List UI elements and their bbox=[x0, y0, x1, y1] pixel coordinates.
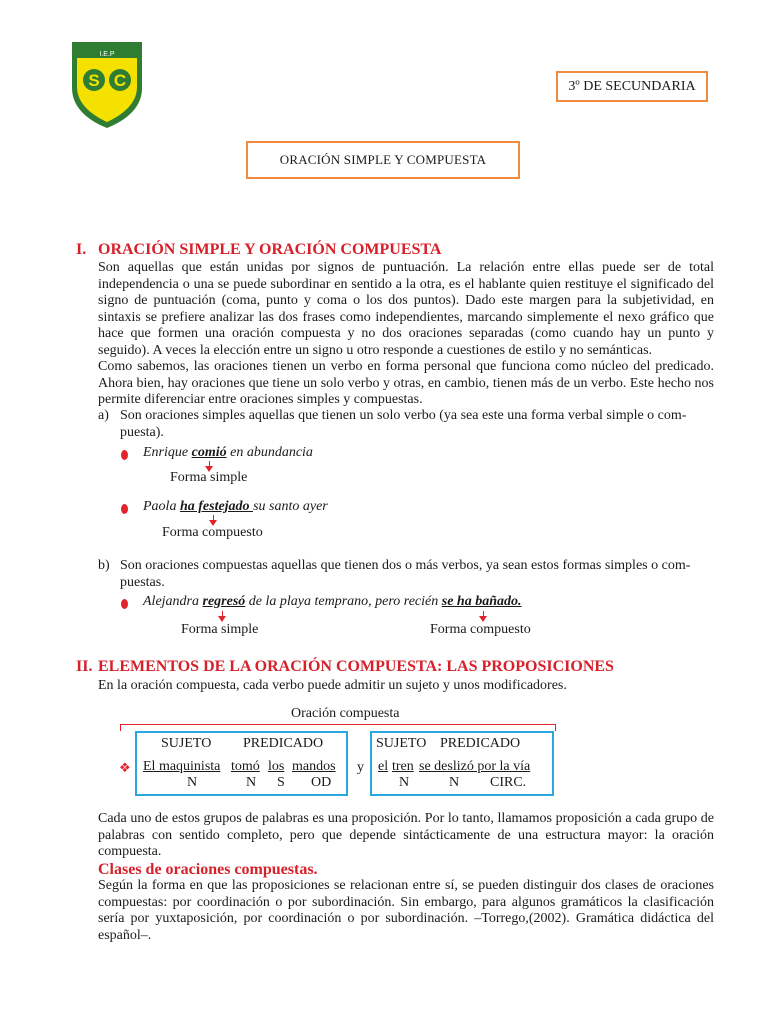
example-sentence bbox=[143, 594, 522, 610]
tag-circ: CIRC. bbox=[490, 775, 527, 790]
subject-text: tren bbox=[392, 759, 414, 774]
section1-title: ORACIÓN SIMPLE Y ORACIÓN COMPUESTA bbox=[98, 241, 442, 258]
item-a-line2: puesta). bbox=[120, 425, 164, 440]
section2-paragraph: Cada uno de estos grupos de palabras es una proposición. Por lo tanto, llamamos proposición a cada grupo de palabras con sentido completo, pero que depende sintácticamente de una estructura mayor: la oración compuesta. bbox=[98, 811, 714, 859]
section1-number: I. bbox=[76, 241, 87, 258]
example-text: su santo ayer bbox=[253, 499, 328, 514]
section2-heading bbox=[76, 658, 614, 676]
svg-text:S: S bbox=[88, 71, 100, 90]
predicado-label: PREDICADO bbox=[440, 736, 521, 751]
article-text: los bbox=[268, 759, 285, 774]
section1-paragraph1: Son aquellas que están unidas por signos de puntuación. La relación entre ellas puede ser de total independencia o una se puede subordinar en sentido a la otra, es el hablante quien restituye el significado del signo de puntuación (coma, punto y coma o los dos puntos). Dado este margen para la subjetividad, en sintaxis se prefiere analizar las dos frases como independientes, marcando simplemente el nexo gráfico que hace que formen una oración compuesta y no dos oraciones separadas (como cuando hay un punto y seguido). A veces la elección entre un signo u otro responde a cuestiones de estilo y no semánticas. bbox=[98, 260, 714, 358]
subject-text: El maquinista bbox=[143, 759, 221, 774]
svg-text:C: C bbox=[113, 71, 127, 90]
example-verb: comió bbox=[191, 445, 227, 460]
example-text: Enrique bbox=[143, 445, 192, 460]
page-title: ORACIÓN SIMPLE Y COMPUESTA bbox=[246, 141, 520, 179]
diamond-bullet-icon: ❖ bbox=[119, 760, 131, 775]
form-label: Forma compuesto bbox=[162, 525, 263, 540]
section2-title: ELEMENTOS DE LA ORACIÓN COMPUESTA: LAS PROPOSICIONES bbox=[98, 658, 614, 675]
bullet-icon bbox=[121, 504, 128, 514]
example-verb: se ha bañado. bbox=[441, 594, 522, 609]
example-sentence bbox=[143, 499, 328, 515]
school-logo bbox=[70, 40, 144, 130]
verb-text: tomó bbox=[231, 759, 260, 774]
bullet-icon bbox=[121, 599, 128, 609]
diagram-top-label: Oración compuesta bbox=[291, 706, 400, 721]
example-verb: regresó bbox=[202, 594, 246, 609]
form-label: Forma compuesto bbox=[430, 622, 531, 637]
sujeto-label: SUJETO bbox=[376, 736, 427, 751]
conjunction: y bbox=[357, 760, 364, 775]
item-b-line2: puestas. bbox=[120, 575, 165, 590]
example-verb: ha festejado bbox=[179, 499, 254, 514]
item-a-marker: a) bbox=[98, 408, 109, 423]
form-label: Forma simple bbox=[170, 470, 248, 485]
item-b-marker: b) bbox=[98, 558, 110, 573]
tag-n: N bbox=[187, 775, 198, 790]
subheading-clases: Clases de oraciones compuestas. bbox=[98, 861, 318, 878]
tag-n: N bbox=[246, 775, 257, 790]
item-a-line1: Son oraciones simples aquellas que tienen un solo verbo (ya sea este una forma verbal simple o com- bbox=[120, 408, 687, 423]
predicado-label: PREDICADO bbox=[243, 736, 324, 751]
item-b-line1: Son oraciones compuestas aquellas que tienen dos o más verbos, ya sean estos formas simples o com- bbox=[120, 558, 691, 573]
tag-n: N bbox=[399, 775, 410, 790]
tag-n: N bbox=[449, 775, 460, 790]
example-text: en abundancia bbox=[226, 445, 313, 460]
example-text: de la playa temprano, pero recién bbox=[245, 594, 442, 609]
predicate-text: se deslizó por la vía bbox=[419, 759, 531, 774]
example-text: Paola bbox=[143, 499, 180, 514]
logo-badge-text: I.E.P bbox=[99, 51, 115, 58]
article-text: el bbox=[378, 759, 389, 774]
tag-s: S bbox=[277, 775, 285, 790]
tag-od: OD bbox=[311, 775, 332, 790]
object-text: mandos bbox=[292, 759, 336, 774]
example-text: Alejandra bbox=[143, 594, 203, 609]
section1-heading bbox=[76, 241, 441, 259]
section2-paragraph2: Según la forma en que las proposiciones se relacionan entre sí, se pueden distinguir dos clases de oraciones compuestas: por coordinación o por subordinación. Sin embargo, para algunos gramáticos la clasificación sería por yuxtaposición, por coordinación o por subordinación. –Torrego,(2002). Gramática didáctica del español–. bbox=[98, 878, 714, 943]
bullet-icon bbox=[121, 450, 128, 460]
grade-label: 3º DE SECUNDARIA bbox=[556, 71, 708, 102]
section2-intro: En la oración compuesta, cada verbo puede admitir un sujeto y unos modificadores. bbox=[98, 678, 567, 693]
form-label: Forma simple bbox=[181, 622, 259, 637]
section2-number: II. bbox=[76, 658, 93, 675]
sujeto-label: SUJETO bbox=[161, 736, 212, 751]
example-sentence bbox=[143, 445, 313, 461]
diagram-bracket bbox=[120, 724, 556, 731]
section1-paragraph2: Como sabemos, las oraciones tienen un verbo en forma personal que funciona como núcleo del predicado. Ahora bien, hay oraciones que tiene un solo verbo y otras, en cambio, tienen más de un verbo. Este hecho nos permite diferenciar entre oraciones simples y compuestas. bbox=[98, 359, 714, 407]
